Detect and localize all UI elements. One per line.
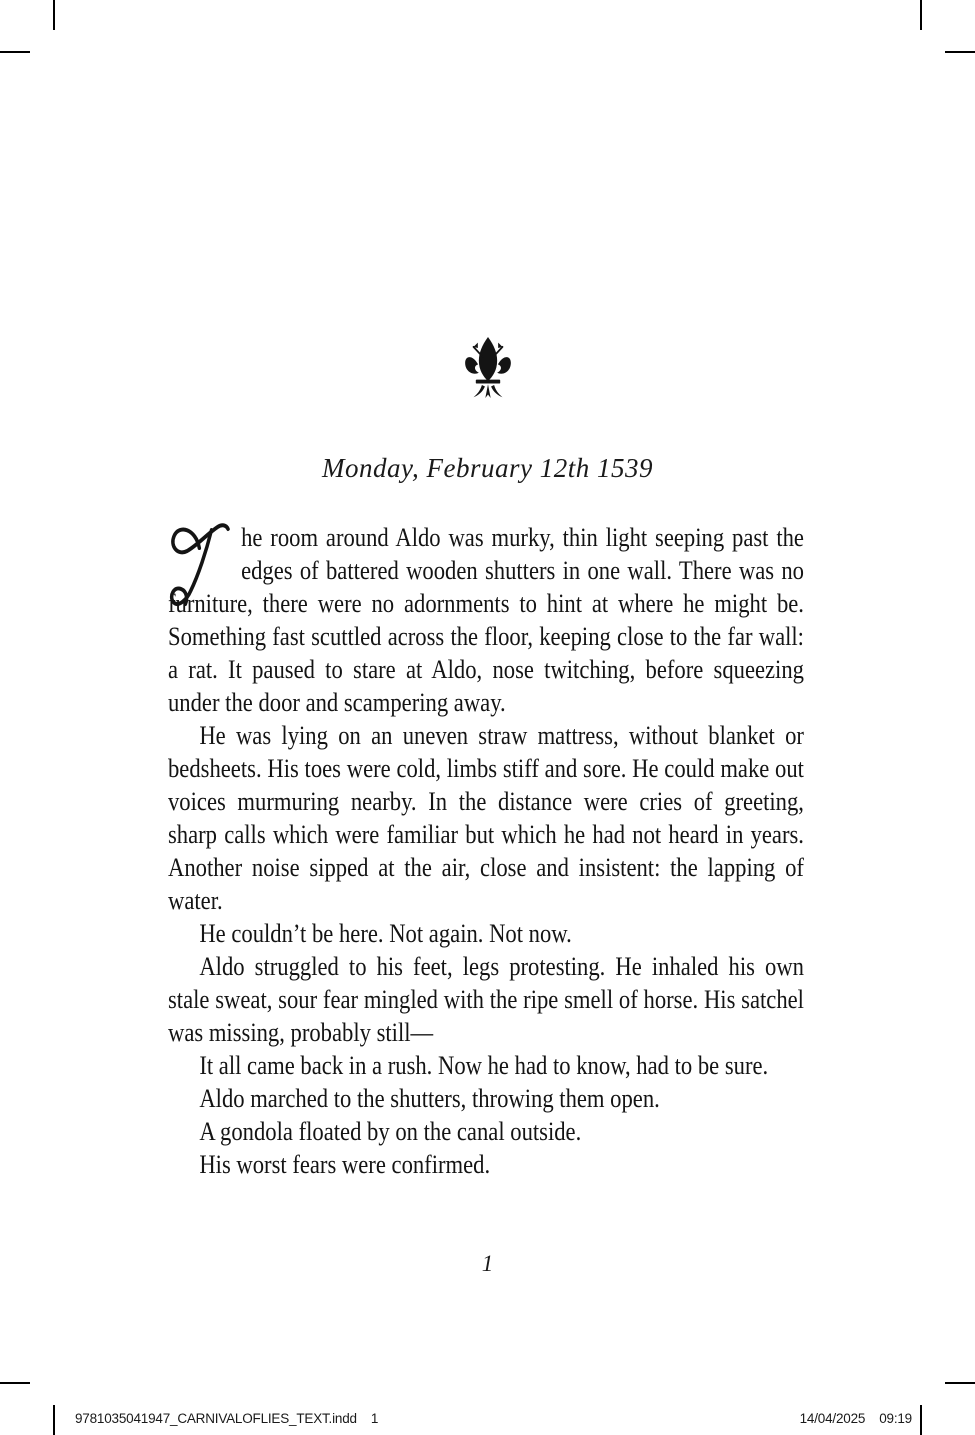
paragraph-8: His worst fears were confirmed.	[199, 1150, 491, 1179]
crop-mark-bottom-right-vertical	[920, 1405, 922, 1435]
slug-line-left	[75, 1411, 378, 1426]
crop-mark-top-left-horizontal	[0, 51, 30, 53]
crop-mark-top-right-vertical	[920, 0, 922, 30]
crop-mark-bottom-left-horizontal	[0, 1382, 30, 1384]
drop-cap	[168, 521, 241, 583]
script-letter-t-icon	[168, 517, 238, 611]
slug-filename: 9781035041947_CARNIVALOFLIES_TEXT.indd	[75, 1411, 357, 1426]
slug-date: 14/04/2025	[799, 1411, 866, 1426]
paragraph-text: he room around Aldo was murky, thin light seeping past the edges of battered wooden shutters in one wall. There was no furniture, there were no adornments to hint at where he might be. Something fast scuttled across the floor, keeping close to the far wall: a rat. It paused to stare at Aldo, nose twitching, before squeezing under the door and scampering away.	[168, 523, 804, 717]
paragraph-6: Aldo marched to the shutters, throwing them open.	[199, 1084, 660, 1113]
body-text-block	[168, 521, 804, 1181]
paragraph-1	[168, 521, 804, 719]
paragraph-5: It all came back in a rush. Now he had to know, had to be sure.	[199, 1051, 769, 1080]
slug-line-right	[800, 1411, 912, 1426]
paragraph-7: A gondola floated by on the canal outside.	[199, 1117, 582, 1146]
slug-sheet-number: 1	[370, 1411, 379, 1426]
paragraph-3: He couldn’t be here. Not again. Not now.	[199, 919, 572, 948]
crop-mark-top-left-vertical	[53, 0, 55, 30]
chapter-heading: Monday, February 12th 1539	[322, 453, 653, 483]
paragraph-4: Aldo struggled to his feet, legs protesting. He inhaled his own stale sweat, sour fear mingled with the ripe smell of horse. His satchel was missing, probably still—	[168, 952, 804, 1047]
slug-time: 09:19	[879, 1411, 912, 1426]
crop-mark-bottom-left-vertical	[53, 1405, 55, 1435]
page-number: 1	[481, 1251, 494, 1276]
crop-mark-top-right-horizontal	[945, 51, 975, 53]
paragraph-2: He was lying on an uneven straw mattress, without blanket or bedsheets. His toes were cold, limbs stiff and sore. He could make out voices murmuring nearby. In the distance were cries of greeting, sharp calls which were familiar but which he had not heard in years. Another noise sipped at the air, close and insistent: the lapping of water.	[168, 721, 804, 915]
fleur-de-lis-icon	[462, 337, 514, 401]
crop-mark-bottom-right-horizontal	[945, 1382, 975, 1384]
chapter-ornament	[0, 337, 975, 401]
